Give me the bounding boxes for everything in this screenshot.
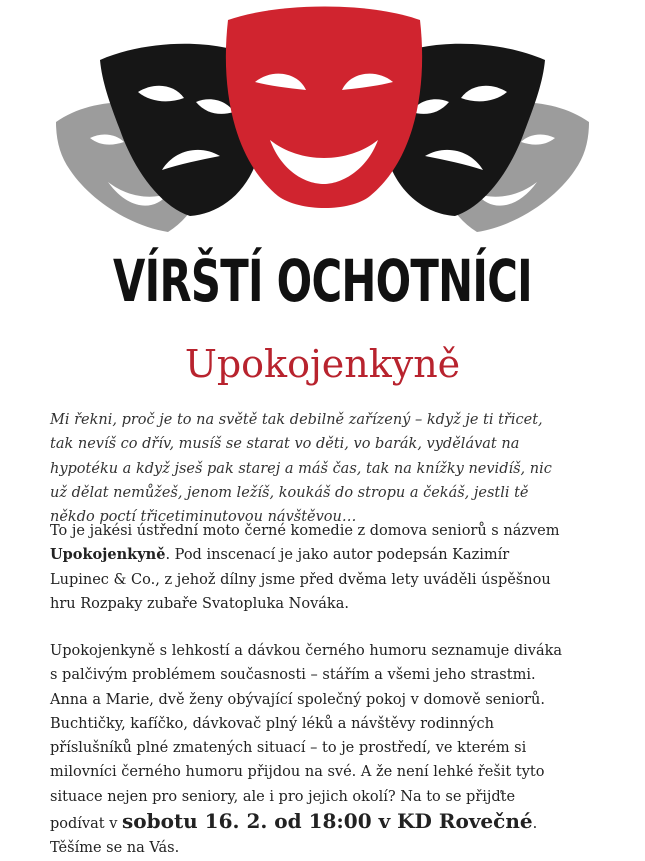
paragraph-1 [50, 519, 570, 616]
red-mask-center [226, 7, 422, 209]
paragraph-2-text-after: . [532, 816, 538, 833]
theatre-masks-icon [50, 0, 595, 232]
paragraph-1-text-before: To je jakési ústřední moto černé komedie z domova seniorů s názvem [50, 523, 560, 539]
group-name: VÍRŠTÍ OCHOTNÍCI [113, 247, 532, 315]
closing-text: Těšíme se na Vás. [50, 840, 180, 857]
paragraph-1-text-after: . Pod inscenací je jako autor podepsán Kazimír Lupinec & Co., z jehož dílny jsme před dvěma lety uváděli úspěšnou hru Rozpaky zubaře Svatopluka Nováka. [50, 547, 551, 612]
play-title: Upokojenkyně [184, 342, 461, 386]
paragraph-2 [50, 639, 570, 861]
intro-quote: Mi řekni, proč je to na světě tak debilně zařízený – když je ti třicet, tak nevíš co dřív, musíš se starat vo děti, vo barák, vydělávat na hypotéku a když jseš pak starej a máš čas, tak na knížky nevidíš, nic už dělat nemůžeš, jenom ležíš, koukáš do stropu a čekáš, jestli tě někdo poctí třicetiminutovou návštěvou… [50, 412, 552, 526]
paragraph-1-play-name: Upokojenkyně [50, 546, 166, 564]
paragraph-2-text-before: Upokojenkyně s lehkostí a dávkou černého humoru seznamuje diváka s palčivým problémem současnosti – stářím a všemi jeho strastmi. Anna a Marie, dvě ženy obývající společný pokoj v domově seniorů. Buchtičky, kafíčko, dávkovač plný léků a návštěvy rodinných příslušníků plné zmatených situací – to je prostředí, ve kterém si milovníci černého humoru přijdou na své. A že není lehké řešit tyto situace nejen pro seniory, ale i pro jejich okolí? Na to se přijďte podívat v [50, 643, 563, 833]
performance-date: sobotu 16. 2. od 18:00 v KD Rovečné [122, 809, 533, 834]
